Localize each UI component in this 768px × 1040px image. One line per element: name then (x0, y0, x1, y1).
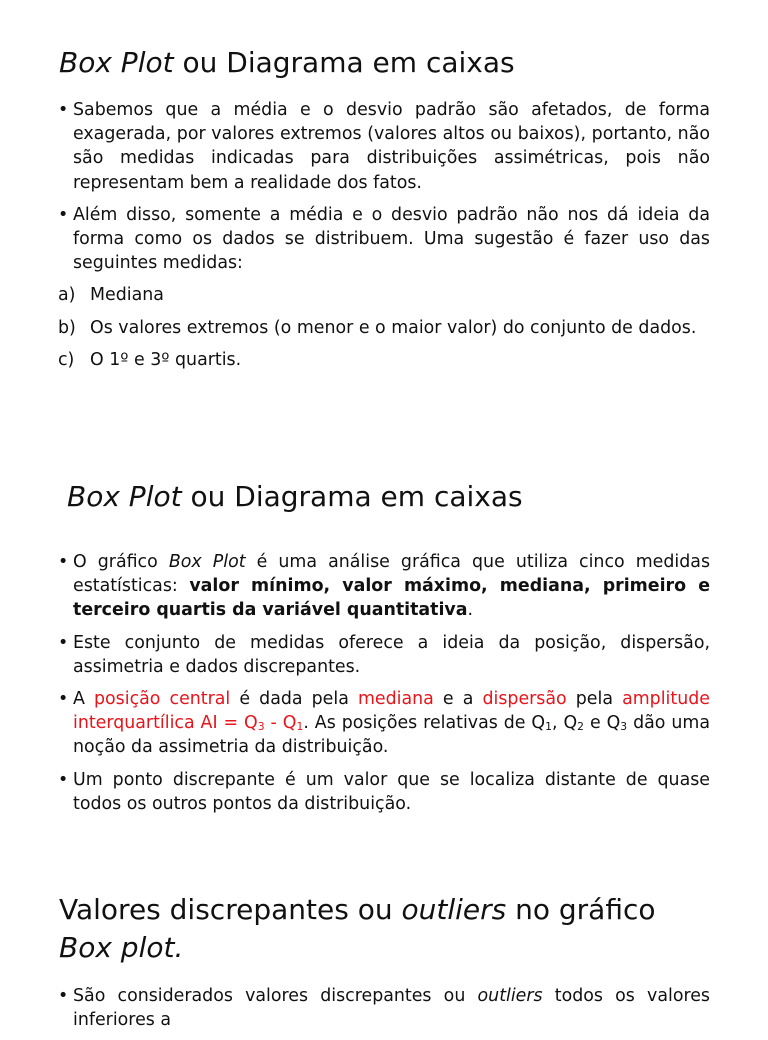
bullet-item: • Sabemos que a média e o desvio padrão são afetados, de forma exagerada, por valores extremos (valores altos ou baixos), portanto, não são medidas indicadas para distribuições assimétricas, pois não representam bem a realidade dos fatos. (58, 98, 710, 195)
highlight-text: amplitude interquartílica AI = $Q_3 - Q_1$ (73, 689, 710, 734)
item-text: O 1º e 3º quartis. (90, 349, 242, 370)
item-marker: c) (58, 349, 75, 370)
title-italic: Box Plot (67, 480, 182, 513)
highlight-text: dispersão (482, 689, 567, 710)
title-text: ou Diagrama em caixas (181, 480, 523, 513)
item-text: Os valores extremos (o menor e o maior valor) do conjunto de dados. (90, 317, 697, 338)
item-marker: b) (58, 317, 76, 338)
bullet-item: • A posição central é dada pela mediana e a dispersão pela amplitude interquartílica AI = $Q_3 - Q_1$. As posições relativas de $Q_1$, $Q_2$ e $Q_3$ dão uma noção da assimetria da distribuição. (58, 687, 710, 760)
bullet-item: • Este conjunto de medidas oferece a ideia da posição, dispersão, assimetria e dados discrepantes. (58, 631, 710, 679)
slide-3-title: Valores discrepantes ou outliers no gráfico Box plot. (59, 893, 656, 964)
bullet-item: • Um ponto discrepante é um valor que se localiza distante de quase todos os outros pontos da distribuição. (58, 768, 710, 816)
highlight-text: posição central (94, 689, 231, 710)
title-italic: Box Plot (59, 46, 174, 79)
title-text: ou Diagrama em caixas (173, 46, 515, 79)
slide-3-bullets (58, 984, 710, 1040)
title-line-2: Box plot. (59, 931, 184, 964)
item-text: Mediana (90, 285, 164, 306)
bullet-item: • São considerados valores discrepantes ou outliers todos os valores inferiores a (58, 984, 710, 1032)
bullet-item: • Além disso, somente a média e o desvio padrão não nos dá ideia da forma como os dados se distribuem. Uma sugestão é fazer uso das seguintes medidas: (58, 203, 710, 276)
highlight-text: mediana (357, 689, 434, 710)
bullet-item: • O gráfico Box Plot é uma análise gráfica que utiliza cinco medidas estatísticas: valor mínimo, valor máximo, mediana, primeiro e terceiro quartis da variável quantitativa. (58, 550, 710, 623)
item-marker: a) (58, 285, 76, 306)
